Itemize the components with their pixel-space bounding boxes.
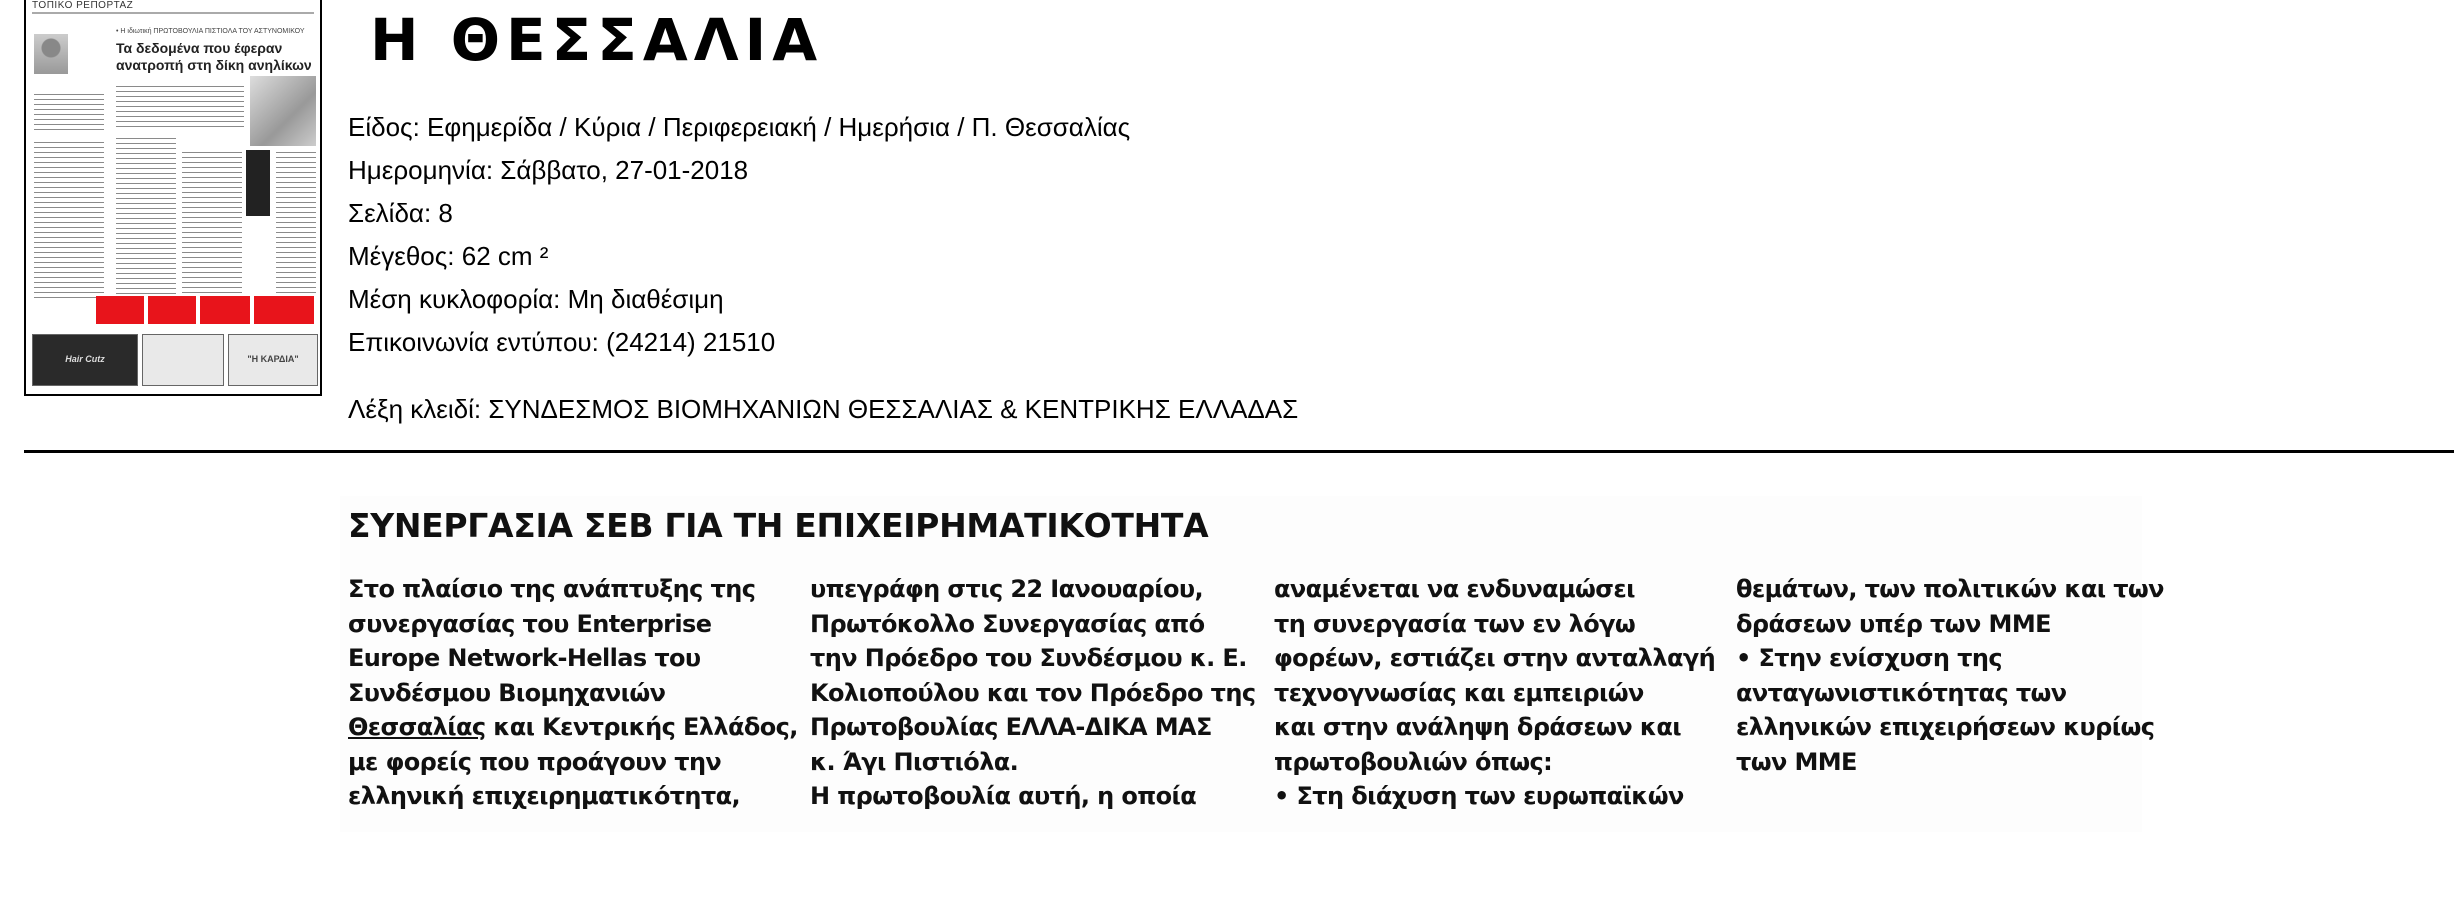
- article-line: Η πρωτοβουλία αυτή, η οποία: [810, 782, 1197, 810]
- meta-circulation: Μέση κυκλοφορία: Μη διαθέσιμη: [348, 284, 724, 314]
- article-line: συνεργασίας του Enterprise: [348, 609, 712, 638]
- article-line: Κολιοπούλου και τον Πρόεδρο της: [810, 678, 1256, 707]
- article-line: πρωτοβουλιών όπως:: [1274, 747, 1553, 776]
- thumbnail-photo: [250, 76, 316, 146]
- meta-date: Ημερομηνία: Σάββατο, 27-01-2018: [348, 155, 749, 185]
- article-line: Στο πλαίσιο της ανάπτυξης της: [348, 575, 756, 603]
- article-line: με φορείς που προάγουν την: [348, 747, 722, 776]
- thumbnail-ad: [32, 334, 138, 386]
- thumbnail-text-block: [182, 150, 242, 296]
- article-line: τη συνεργασία των εν λόγω: [1274, 609, 1636, 638]
- article-line-rest: και Κεντρικής Ελλάδος,: [485, 713, 798, 741]
- article-column-1: [348, 572, 808, 814]
- thumbnail-text-block: [276, 150, 316, 296]
- article-clipping: [340, 496, 2164, 832]
- article-line: κ. Άγι Πιστιόλα.: [810, 747, 1019, 776]
- article-line: ελληνικών επιχειρήσεων κυρίως: [1736, 713, 2155, 741]
- article-line: • Στην ενίσχυση της: [1736, 644, 2002, 672]
- thumbnail-ad: [142, 334, 224, 386]
- article-title: ΣΥΝΕΡΓΑΣΙΑ ΣΕΒ ΓΙΑ ΤΗ ΕΠΙΧΕΙΡΗΜΑΤΙΚΟΤΗΤΑ: [348, 506, 1209, 545]
- article-column-3: [1274, 572, 1734, 814]
- thumbnail-red-block: [96, 296, 144, 324]
- meta-page: Σελίδα: 8: [348, 198, 453, 228]
- thumbnail-rule: [32, 12, 314, 14]
- article-line: υπεγράφη στις 22 Ιανουαρίου,: [810, 575, 1203, 603]
- article-line: δράσεων υπέρ των ΜΜΕ: [1736, 609, 2051, 638]
- article-line: Europe Network-Hellas του: [348, 644, 701, 672]
- article-line: και στην ανάληψη δράσεων και: [1274, 713, 1681, 741]
- thumbnail-text-block: [34, 140, 104, 300]
- article-line: Πρωτόκολλο Συνεργασίας από: [810, 609, 1205, 638]
- divider: [24, 450, 2454, 453]
- thumbnail-sidebar-title: [34, 92, 104, 132]
- meta-contact: Επικοινωνία εντύπου: (24214) 21510: [348, 327, 776, 357]
- article-line: • Στη διάχυση των ευρωπαϊκών: [1274, 782, 1684, 810]
- article-line: θεμάτων, των πολιτικών και των: [1736, 575, 2164, 603]
- thumbnail-text-block: [116, 136, 176, 296]
- thumbnail-red-block: [254, 296, 314, 324]
- article-line: Πρωτοβουλίας ΕΛΛΑ-ΔΙΚΑ ΜΑΣ: [810, 713, 1212, 741]
- article-line: τεχνογνωσίας και εμπειριών: [1274, 678, 1644, 707]
- thumbnail-ad-text: Hair Cutz: [65, 354, 105, 364]
- article-column-2: [810, 572, 1270, 814]
- article-column-4: [1736, 572, 2196, 779]
- thumbnail-ad-text: "Η ΚΑΡΔΙΑ": [247, 354, 299, 364]
- article-line: φορέων, εστιάζει στην ανταλλαγή: [1274, 644, 1716, 672]
- article-line: ανταγωνιστικότητας των: [1736, 678, 2067, 707]
- thumbnail-kicker: • Η ιδιωτική ΠΡΩΤΟΒΟΥΛΙΑ ΠΙΣΤΙΟΛΑ ΤΟΥ ΑΣΤΥΝΟΜΙΚΟΥ: [116, 28, 305, 35]
- meta-type: Είδος: Εφημερίδα / Κύρια / Περιφερειακή / Ημερήσια / Π. Θεσσαλίας: [348, 112, 1131, 142]
- newspaper-masthead: Η ΘΕΣΣΑΛΙΑ: [370, 6, 824, 74]
- article-line: αναμένεται να ενδυναμώσει: [1274, 575, 1635, 603]
- keyword-line: Λέξη κλειδί: ΣΥΝΔΕΣΜΟΣ ΒΙΟΜΗΧΑΝΙΩΝ ΘΕΣΣΑΛΙΑΣ & ΚΕΝΤΡΙΚΗΣ ΕΛΛΑΔΑΣ: [348, 394, 1299, 424]
- thumbnail-red-block: [200, 296, 250, 324]
- meta-size: Μέγεθος: 62 cm ²: [348, 241, 549, 271]
- thumbnail-author-photo: [34, 34, 68, 74]
- article-line: Συνδέσμου Βιομηχανιών: [348, 678, 666, 707]
- article-line: ελληνική επιχειρηματικότητα,: [348, 782, 741, 810]
- thumbnail-headline: Τα δεδομένα που έφεραν ανατροπή στη δίκη ανηλίκων: [116, 40, 312, 73]
- article-line: την Πρόεδρο του Συνδέσμου κ. Ε.: [810, 644, 1247, 672]
- thumbnail-ad: [228, 334, 318, 386]
- thumbnail-red-block: [148, 296, 196, 324]
- keyword-highlight: Θεσσαλίας: [348, 713, 486, 741]
- article-line: των ΜΜΕ: [1736, 747, 1857, 776]
- publication-metadata: [348, 106, 1130, 364]
- page-thumbnail[interactable]: [24, 0, 322, 396]
- thumbnail-quote-box: [246, 150, 270, 216]
- article-line: [348, 710, 808, 745]
- thumbnail-text-block: [116, 84, 244, 130]
- thumbnail-section-label: ΤΟΠΙΚΟ ΡΕΠΟΡΤΑΖ: [32, 0, 134, 11]
